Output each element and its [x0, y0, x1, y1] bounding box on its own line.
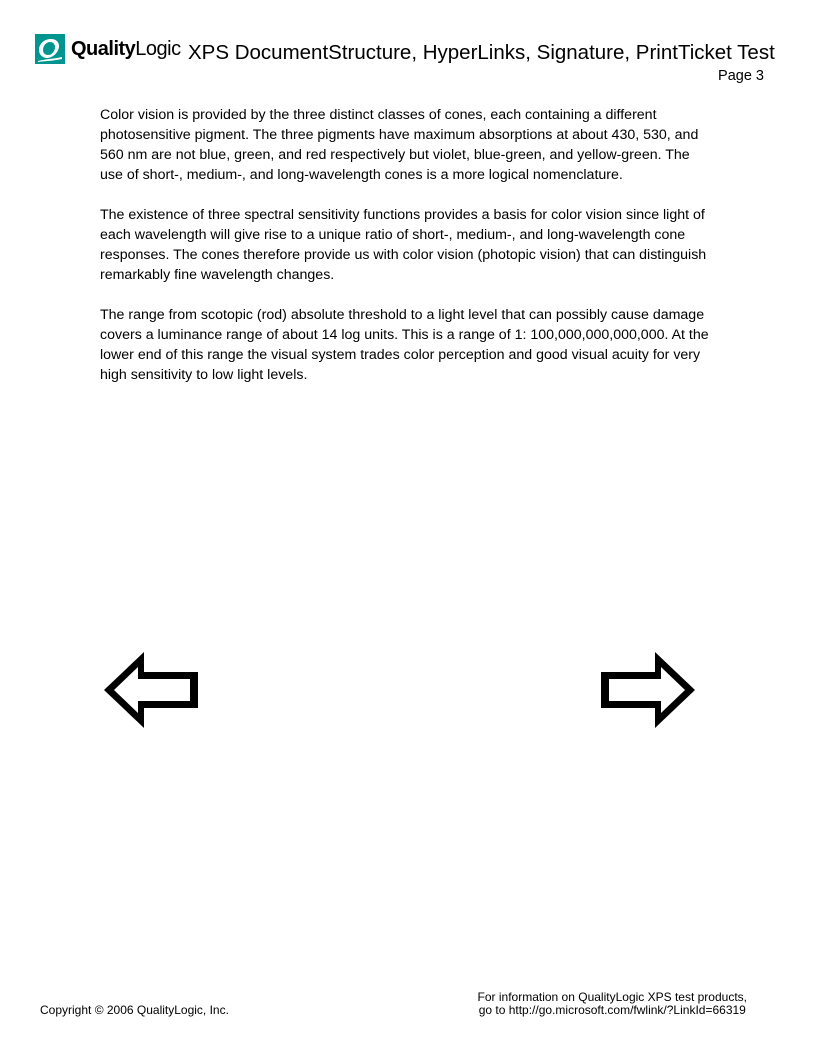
logo-wordmark	[71, 34, 181, 64]
page-number: Page 3	[718, 68, 764, 84]
quality-logic-logo	[35, 34, 181, 64]
left-arrow-icon	[101, 650, 199, 730]
footer-info-line-1: For information on QualityLogic XPS test products,	[477, 990, 747, 1004]
document-title: XPS DocumentStructure, HyperLinks, Signature, PrintTicket Test	[188, 41, 775, 64]
logo-wordmark-bold: Quality	[71, 38, 136, 60]
footer-info	[478, 991, 747, 1017]
footer-info-link[interactable]: go to http://go.microsoft.com/fwlink/?LinkId=66319	[478, 1003, 746, 1017]
paragraph-spectral-sensitivity: The existence of three spectral sensitivity functions provides a basis for color vision since light of each wavelength will give rise to a unique ratio of short-, medium-, and long-wavelength cone responses. The cones therefore provide us with color vision (photopic vision) that can distinguish remarkably fine wavelength changes.	[100, 207, 707, 283]
paragraph-luminance-range: The range from scotopic (rod) absolute threshold to a light level that can possibly cause damage covers a luminance range of about 14 log units. This is a range of 1: 100,000,000,000,000. At the lower end of this range the visual system trades color perception and good visual acuity for very high sensitivity to low light levels.	[100, 307, 709, 383]
paragraph-color-vision: Color vision is provided by the three distinct classes of cones, each containing a different photosensitive pigment. The three pigments have maximum absorptions at about 430, 530, and 560 nm are not blue, green, and red respectively but violet, blue-green, and yellow-green. The use of short-, medium-, and long-wavelength cones is a more logical nomenclature.	[100, 107, 699, 183]
quality-logic-logo-icon	[35, 34, 65, 64]
right-arrow-icon	[600, 650, 698, 730]
previous-page-link[interactable]	[101, 650, 199, 730]
body-text	[100, 105, 710, 405]
next-page-link[interactable]	[600, 650, 698, 730]
logo-wordmark-regular: Logic	[135, 38, 181, 60]
footer-copyright: Copyright © 2006 QualityLogic, Inc.	[40, 1003, 229, 1017]
